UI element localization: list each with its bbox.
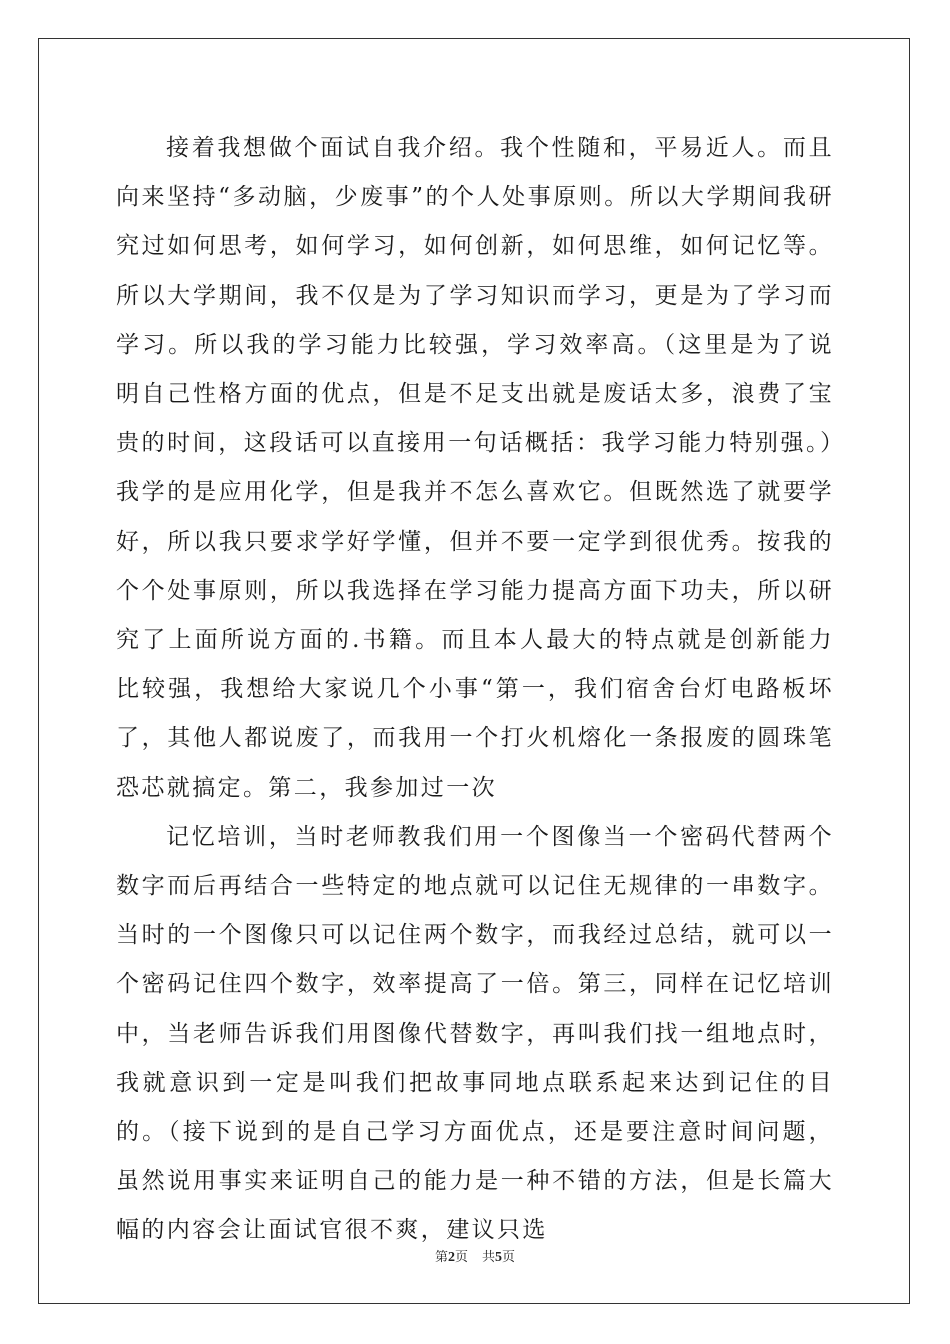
total-pages-prefix: 共: [482, 1250, 496, 1265]
page-number-prefix: 第: [434, 1250, 448, 1265]
paragraph: 接着我想做个面试自我介绍。我个性随和，平易近人。而且向来坚持“多动脑，少废事”的个人处事原则。所以大学期间我研究过如何思考，如何学习，如何创新，如何思维，如何记忆等。所以大学期间，我不仅是为了学习知识而学习，更是为了学习而学习。所以我的学习能力比较强，学习效率高。（这里是为了说明自己性格方面的优点，但是不足支出就是废话太多，浪费了宝贵的时间，这段话可以直接用一句话概括：我学习能力特别强。）我学的是应用化学，但是我并不怎么喜欢它。但既然选了就要学好，所以我只要求学好学懂，但并不要一定学到很优秀。按我的个个处事原则，所以我选择在学习能力提高方面下功夫，所以研究了上面所说方面的.书籍。而且本人最大的特点就是创新能力比较强，我想给大家说几个小事“第一，我们宿舍台灯电路板坏了，其他人都说废了，而我用一个打火机熔化一条报废的圆珠笔恐芯就搞定。第二，我参加过一次: [116, 135, 834, 801]
paragraph: 记忆培训，当时老师教我们用一个图像当一个密码代替两个数字而后再结合一些特定的地点就可以记住无规律的一串数字。当时的一个图像只可以记住两个数字，而我经过总结，就可以一个密码记住四个数字，效率提高了一倍。第三，同样在记忆培训中，当老师告诉我们用图像代替数字，再叫我们找一组地点时，我就意识到一定是叫我们把故事同地点联系起来达到记住的目的。（接下说到的是自己学习方面优点，还是要注意时间问题，虽然说用事实来证明自己的能力是一种不错的方法，但是长篇大幅的内容会让面试官很不爽，建议只选: [116, 823, 834, 1244]
total-page-count: 5: [495, 1250, 503, 1265]
current-page-number: 2: [447, 1250, 455, 1265]
total-pages-suffix: 页: [502, 1250, 516, 1265]
document-body: [116, 124, 834, 1256]
page-footer: [0, 1246, 950, 1266]
page-number-suffix: 页: [454, 1250, 468, 1265]
